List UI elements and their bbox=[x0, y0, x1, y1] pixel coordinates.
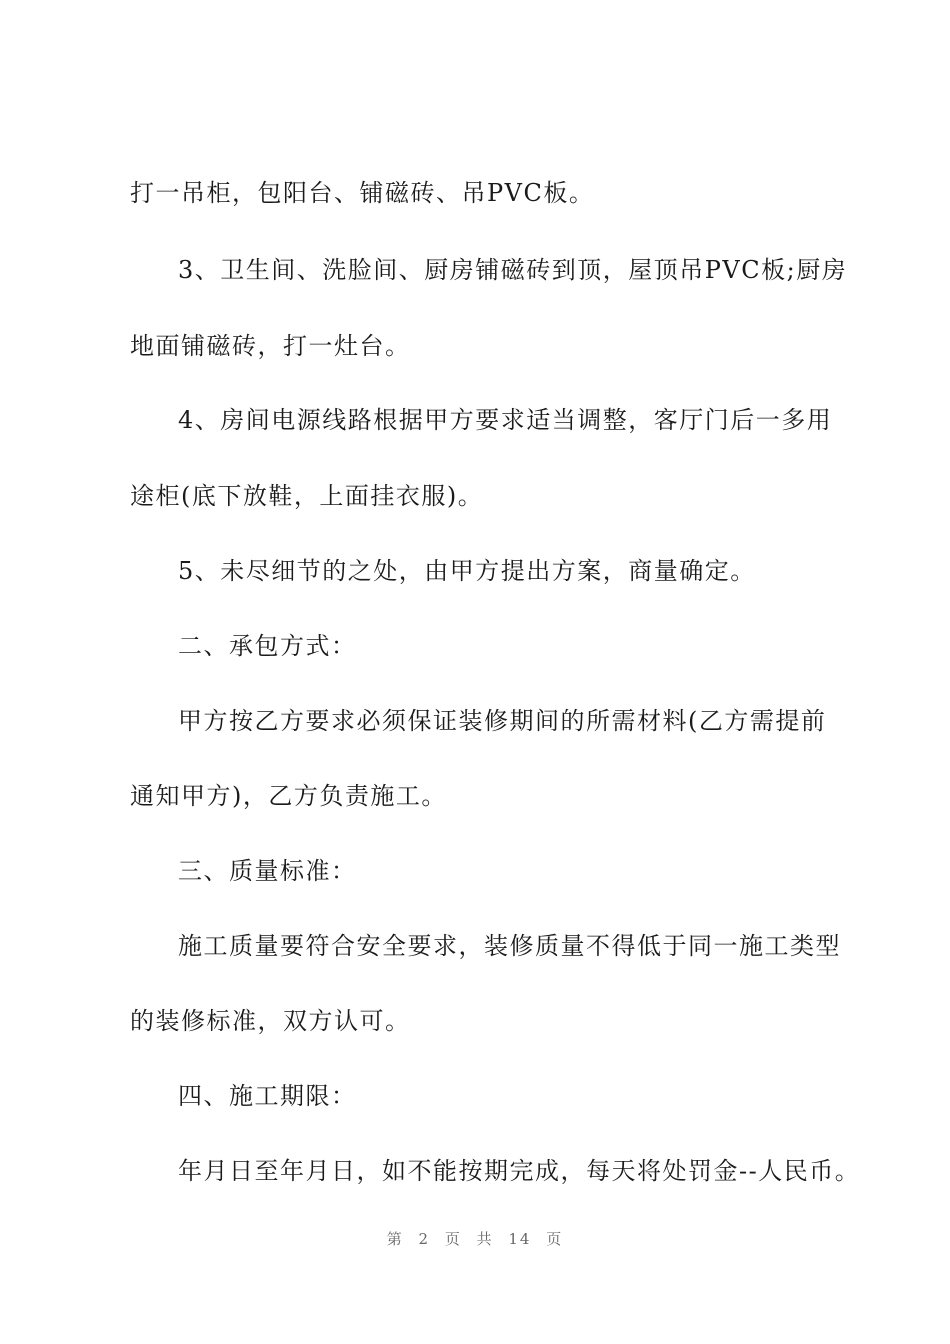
page-number-footer: 第 2 页 共 14 页 bbox=[386, 1230, 564, 1248]
section-heading-quality: 三、质量标准： bbox=[178, 857, 357, 885]
text-line-9: 通知甲方)，乙方负责施工。 bbox=[130, 782, 447, 810]
text-line-6: 5、未尽细节的之处，由甲方提出方案，商量确定。 bbox=[178, 557, 756, 585]
text-line-4: 4、房间电源线路根据甲方要求适当调整，客厅门后一多用 bbox=[178, 406, 833, 434]
section-heading-contract-mode: 二、承包方式： bbox=[178, 632, 357, 660]
text-line-2: 3、卫生间、洗脸间、厨房铺磁砖到顶，屋顶吊PVC板;厨房 bbox=[178, 256, 848, 284]
text-line-11: 施工质量要符合安全要求，装修质量不得低于同一施工类型 bbox=[178, 932, 841, 960]
text-line-1: 打一吊柜，包阳台、铺磁砖、吊PVC板。 bbox=[130, 179, 595, 207]
section-heading-period: 四、施工期限： bbox=[178, 1082, 357, 1110]
text-line-5: 途柜(底下放鞋，上面挂衣服)。 bbox=[130, 482, 484, 510]
text-line-3: 地面铺磁砖，打一灶台。 bbox=[130, 332, 411, 360]
text-line-8: 甲方按乙方要求必须保证装修期间的所需材料(乙方需提前 bbox=[178, 707, 827, 735]
text-line-12: 的装修标准，双方认可。 bbox=[130, 1007, 411, 1035]
text-line-14: 年月日至年月日，如不能按期完成，每天将处罚金--人民币。 bbox=[178, 1157, 861, 1185]
